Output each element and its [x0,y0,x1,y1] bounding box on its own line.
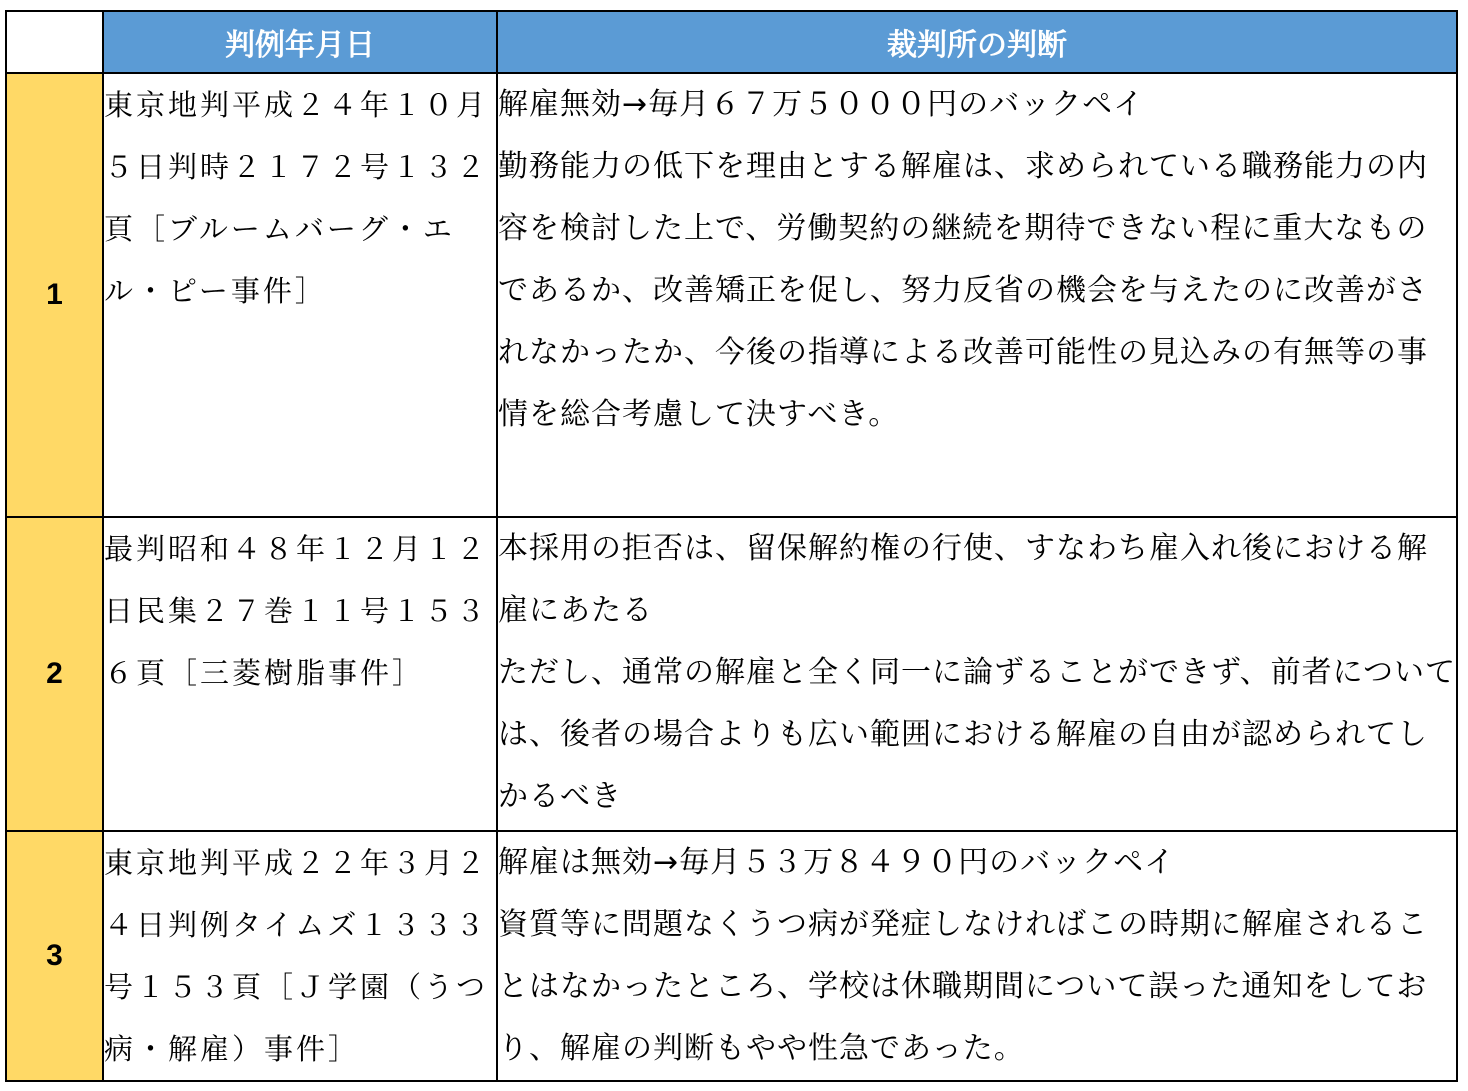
judgment-detail: ただし、通常の解雇と全く同一に論ずることができず、前者については、後者の場合よりも広い範囲における解雇の自由が認められてしかるべき [498,655,1456,814]
case-law-table [5,10,1458,1082]
header-corner-cell [6,11,103,73]
court-judgment [497,73,1457,517]
case-date-citation: 最判昭和４８年１２月１２日民集２７巻１１号１５３６頁［三菱樹脂事件］ [103,517,497,831]
row-number: 3 [6,831,103,1081]
case-date-citation: 東京地判平成２２年３月２４日判例タイムズ１３３３号１５３頁［Ｊ学園（うつ病・解雇）事件］ [103,831,497,1081]
header-judgment: 裁判所の判断 [497,11,1457,73]
row-number: 2 [6,517,103,831]
table-row [6,517,1457,831]
header-row [6,11,1457,73]
judgment-summary: 本採用の拒否は、留保解約権の行使、すなわち雇入れ後における解雇にあたる [498,531,1428,628]
table-row [6,73,1457,517]
court-judgment [497,831,1457,1081]
case-date-citation: 東京地判平成２４年１０月５日判時２１７２号１３２頁［ブルームバーグ・エル・ピー事件］ [103,73,497,517]
judgment-detail: 勤務能力の低下を理由とする解雇は、求められている職務能力の内容を検討した上で、労働契約の継続を期待できない程に重大なものであるか、改善矯正を促し、努力反省の機会を与えたのに改善がされなかったか、今後の指導による改善可能性の見込みの有無等の事情を総合考慮して決すべき。 [498,149,1428,432]
row-number: 1 [6,73,103,517]
judgment-summary: 解雇は無効→毎月５３万８４９０円のバックペイ [498,845,1176,880]
table-row [6,831,1457,1081]
judgment-summary: 解雇無効→毎月６７万５０００円のバックペイ [498,87,1145,122]
header-date: 判例年月日 [103,11,497,73]
court-judgment [497,517,1457,831]
judgment-detail: 資質等に問題なくうつ病が発症しなければこの時期に解雇されることはなかったところ、学校は休職期間について誤った通知をしており、解雇の判断もやや性急であった。 [498,907,1428,1066]
